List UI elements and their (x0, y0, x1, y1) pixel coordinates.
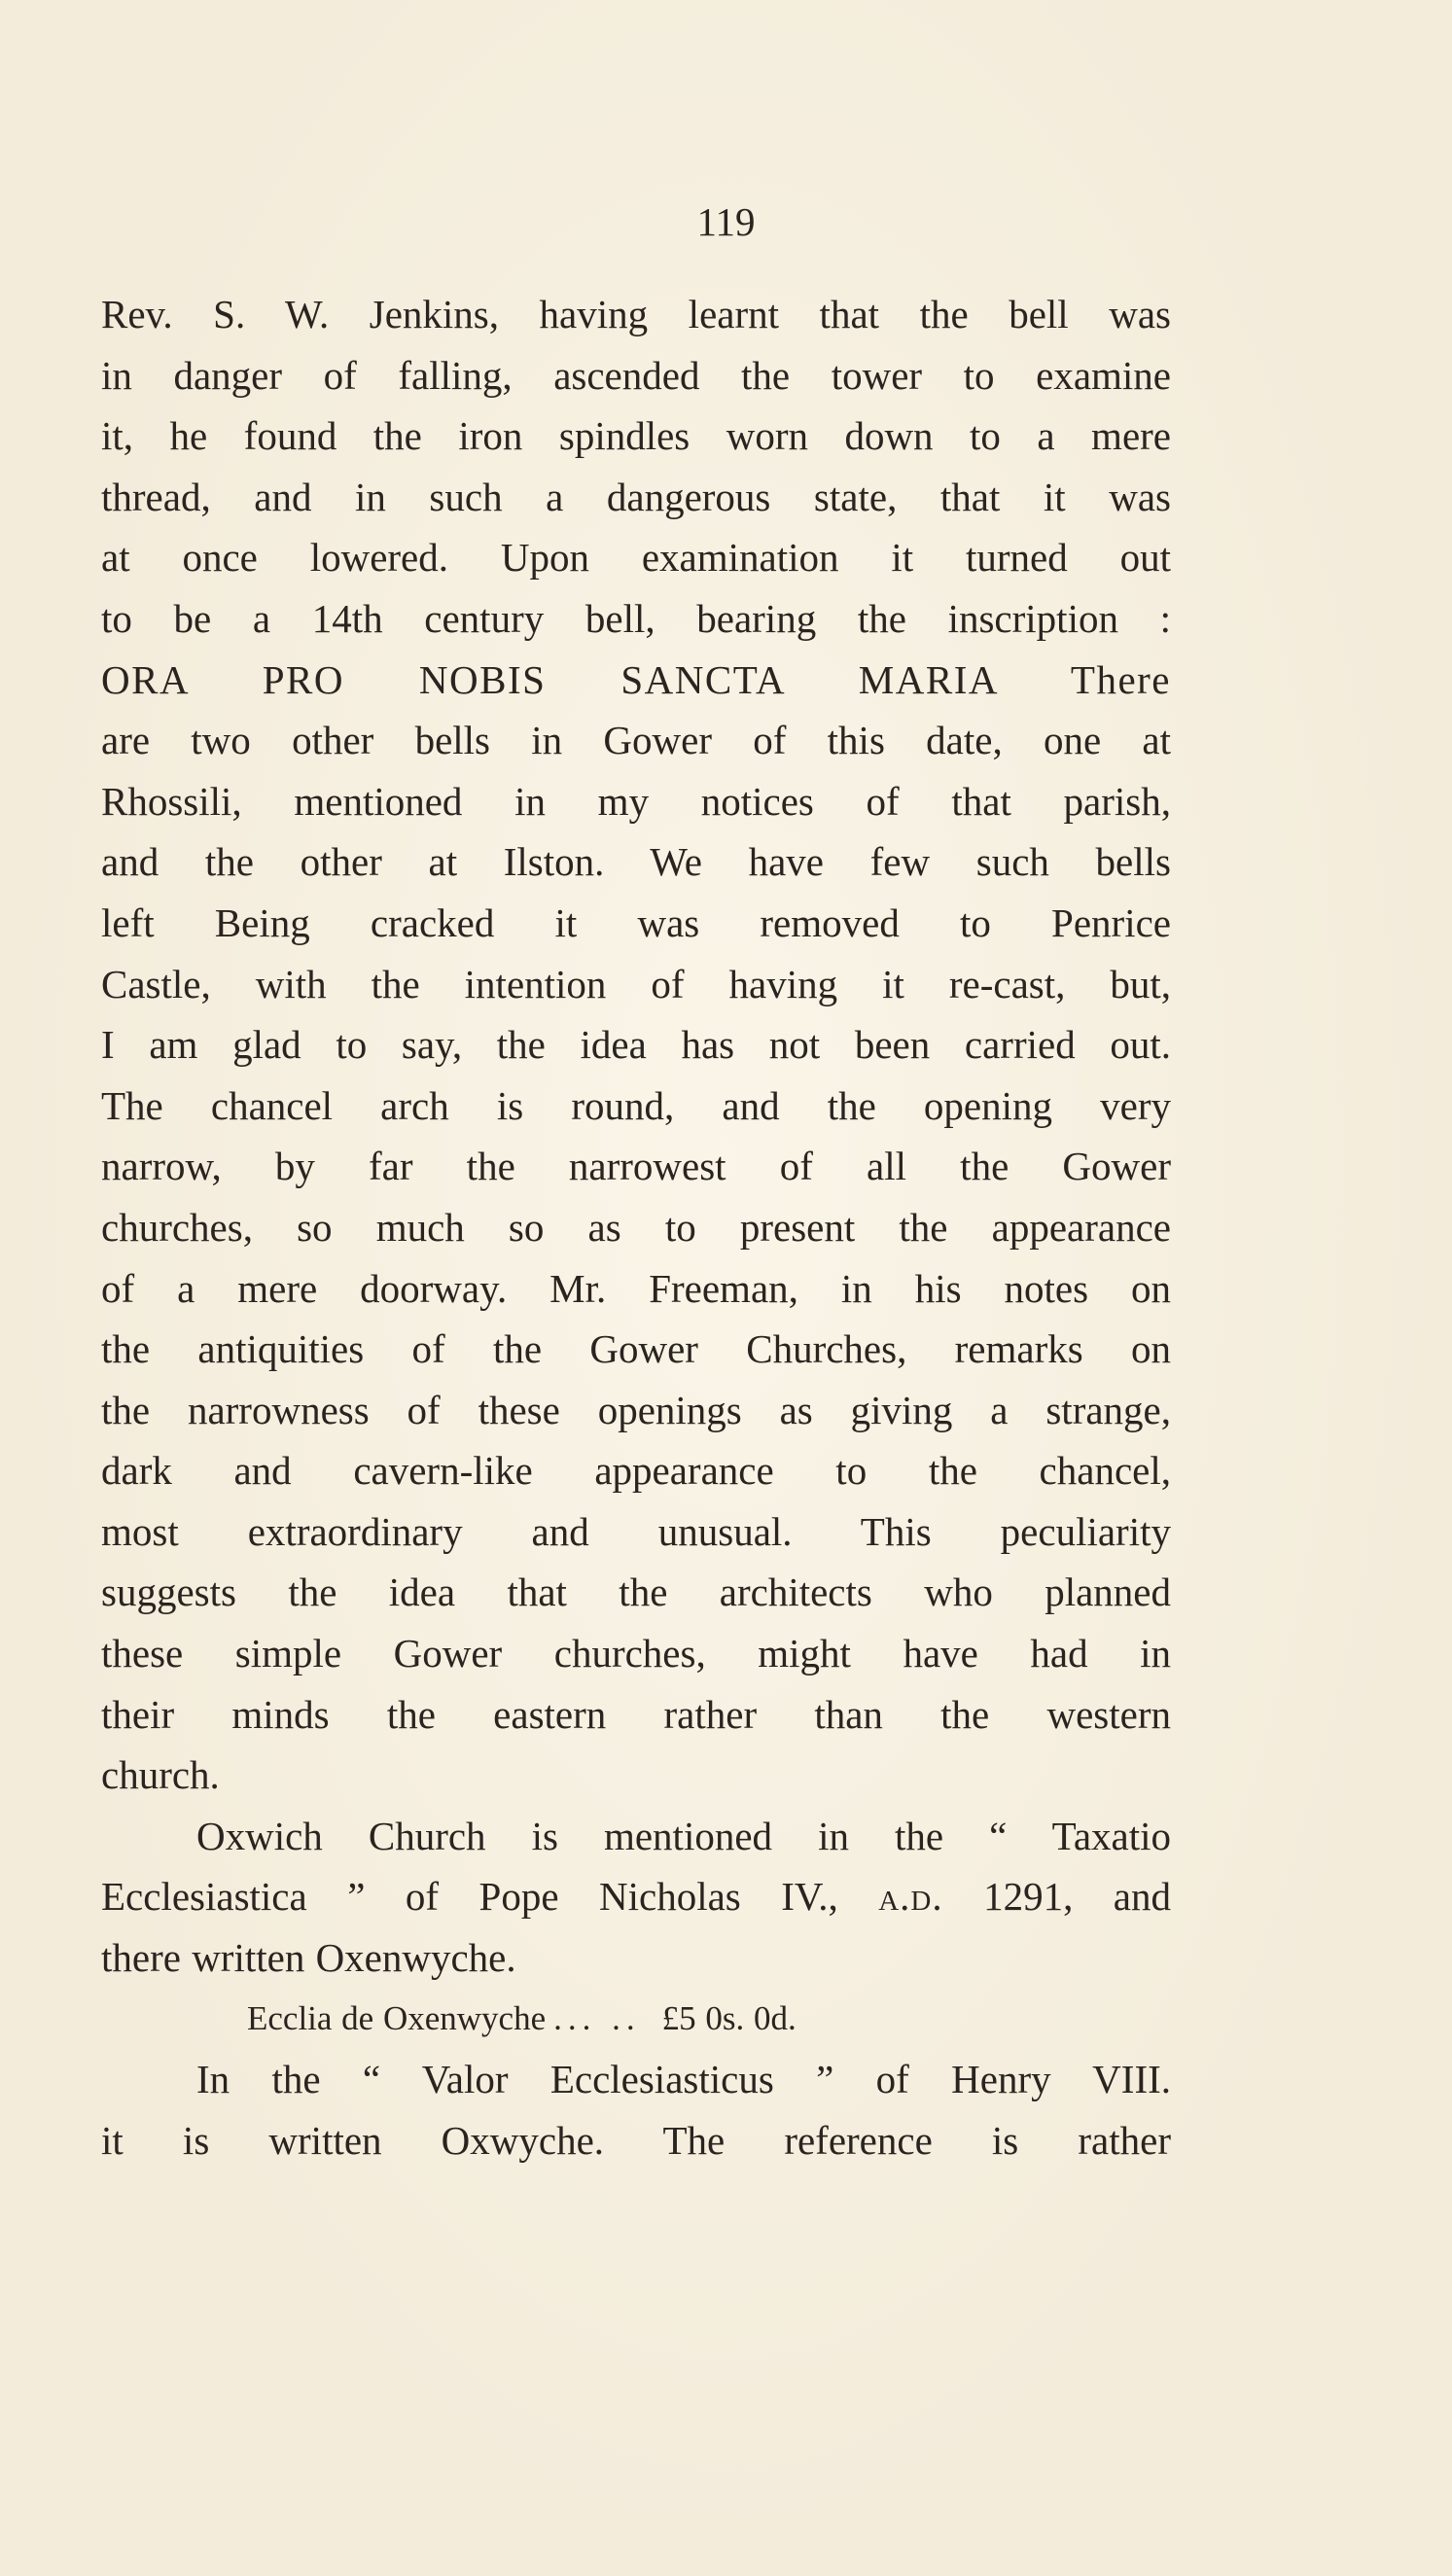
text-line: it, he found the iron spindles worn down to a mere (101, 413, 1171, 459)
text-line: I am glad to say, the idea has not been carried out. (101, 1022, 1171, 1068)
text-line-with-date (101, 1866, 1171, 1927)
text-line: Rev. S. W. Jenkins, having learnt that the bell was (101, 292, 1171, 336)
text-line: churches, so much so as to present the appearance (101, 1204, 1171, 1250)
tax-entry-amount: £5 0s. 0d. (661, 1998, 797, 2037)
text-line: dark and cavern-like appearance to the chancel, (101, 1448, 1171, 1494)
text-line: Castle, with the intention of having it re-cast, but, (101, 961, 1171, 1006)
text-line: In the “ Valor Ecclesiasticus ” of Henry VIII. (196, 2057, 1171, 2102)
text-line: it is written Oxwyche. The reference is rather (101, 2117, 1171, 2163)
bell-inscription-line: ORA PRO NOBIS SANCTA MARIA There (101, 656, 1171, 702)
text-line: Oxwich Church is mentioned in the “ Taxatio (196, 1813, 1171, 1858)
tax-entry-name: Ecclia de Oxenwyche (247, 1998, 547, 2037)
text-line: Rhossili, mentioned in my notices of that parish, (101, 778, 1171, 824)
text-line: left Being cracked it was removed to Penrice (101, 900, 1171, 945)
text-line: most extraordinary and unusual. This peculiarity (101, 1508, 1171, 1554)
text-fragment: Ecclesiastica ” of Pope Nicholas IV., (101, 1874, 838, 1920)
text-line: their minds the eastern rather than the western (101, 1691, 1171, 1737)
text-line: the narrowness of these openings as giving a strange, (101, 1387, 1171, 1432)
text-line: thread, and in such a dangerous state, that it was (101, 474, 1171, 519)
text-fragment: 1291, and (983, 1874, 1171, 1920)
text-line: to be a 14th century bell, bearing the inscription : (101, 595, 1171, 641)
paragraph-taxatio (101, 1806, 1171, 1989)
paragraph-bell-history (101, 284, 1171, 1806)
body-text (101, 284, 1171, 2170)
text-line: at once lowered. Upon examination it turned out (101, 535, 1171, 581)
text-line: and the other at Ilston. We have few such bells (101, 839, 1171, 885)
text-line: narrow, by far the narrowest of all the Gower (101, 1144, 1171, 1189)
text-line: there written Oxenwyche. (101, 1935, 516, 1981)
text-line: The chancel arch is round, and the opening very (101, 1082, 1171, 1128)
text-line: the antiquities of the Gower Churches, remarks on (101, 1326, 1171, 1372)
text-line: are two other bells in Gower of this date, one at (101, 718, 1171, 763)
tax-entry (101, 1989, 1171, 2050)
text-line: these simple Gower churches, might have had in (101, 1631, 1171, 1676)
text-line: in danger of falling, ascended the tower to examine (101, 352, 1171, 398)
text-line: of a mere doorway. Mr. Freeman, in his notes on (101, 1265, 1171, 1311)
paragraph-valor (101, 2049, 1171, 2170)
page-number: 119 (696, 199, 756, 244)
era-abbreviation: a.d. (878, 1874, 943, 1920)
text-line: suggests the idea that the architects who planned (101, 1570, 1171, 1615)
dot-leader: ... .. (553, 1998, 641, 2037)
text-line: church. (101, 1752, 220, 1798)
